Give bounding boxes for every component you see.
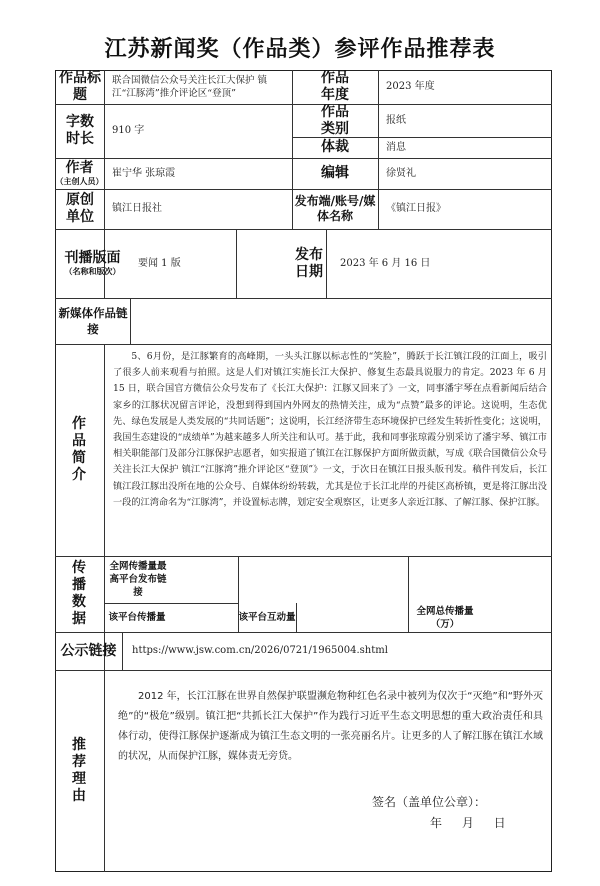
label-platform-spread: 该平台传播量 bbox=[108, 612, 166, 623]
col-divider bbox=[408, 556, 409, 632]
label-new-media-link: 新媒体作品链接 bbox=[58, 306, 128, 336]
value-all-net-link[interactable] bbox=[238, 556, 408, 603]
label-word-count: 字数时长 bbox=[66, 114, 94, 147]
value-reason: 2012 年，长江江豚在世界自然保护联盟濒危物种红色名录中被列为仅次于“灭绝”和“野外灭绝”的“极危”级别。镇江把“共抓长江大保护”作为践行习近平生态文明思想的重大政治责任和具体行动，使得江豚保护逐渐成为镇江生态文明的一张亮丽名片。让更多的人了解江豚在镇江水域的状况，从而保护江豚，媒体责无旁贷。 bbox=[118, 691, 543, 762]
value-year: 2023 年度 bbox=[386, 81, 435, 92]
label-reason: 推荐理由 bbox=[72, 737, 86, 804]
label-public-link: 公示链接 bbox=[60, 642, 117, 659]
label-author-main: 作者 bbox=[65, 160, 94, 176]
col-divider bbox=[122, 632, 123, 670]
label-spread: 传播数据 bbox=[72, 560, 86, 627]
label-author bbox=[55, 158, 104, 189]
value-new-media-link[interactable] bbox=[130, 298, 552, 344]
label-page-main: 刊播版面 bbox=[64, 250, 121, 266]
label-author-note: （主创人员） bbox=[55, 177, 104, 186]
label-origin-unit: 原创单位 bbox=[66, 192, 94, 225]
label-year: 作品年度 bbox=[321, 70, 349, 103]
label-intro: 作品简介 bbox=[72, 416, 86, 483]
value-category: 报纸 bbox=[386, 114, 406, 126]
col-divider bbox=[326, 229, 327, 298]
col-divider bbox=[236, 229, 237, 298]
label-page bbox=[55, 229, 130, 298]
label-platform-interaction: 该平台互动量 bbox=[238, 612, 296, 623]
label-genre: 体裁 bbox=[321, 139, 349, 155]
page-title: 江苏新闻奖（作品类）参评作品推荐表 bbox=[104, 37, 496, 62]
value-platform-spread bbox=[170, 603, 238, 632]
label-publisher: 发布端/账号/媒体名称 bbox=[294, 194, 376, 223]
label-publish-date: 发布日期 bbox=[295, 246, 323, 280]
label-total-spread: 全网总传播量（万） bbox=[416, 605, 474, 630]
date-line: 年 月 日 bbox=[430, 816, 506, 830]
value-origin-unit: 镇江日报社 bbox=[112, 203, 162, 214]
label-category: 作品类别 bbox=[321, 104, 349, 137]
value-intro: 5、6月份，是江豚繁育的高峰期，一头头江豚以标志性的“笑脸”，腾跃于长江镇江段的江面上，吸引了很多人前来观看与拍照。这是人们对镇江实施长江大保护、修复生态最具说服力的肯定。2023 年 6 月 15 日，联合国官方微信公众号发布了《长江大保护：江豚又回来了》一文，同事潘宇琴在点看新闻后结合家乡的江豚状况留言评论，没想到得到国内外网友的热情关注，成为“点赞”最多的评论。这说明，生态优先、绿色发展是人类发展的“共同话题”；这说明，长江经济带生态环境保护已经发生转折性变化；这说明，我国生态建设的“成绩单”为越来越多人所关注和认可。基于此，我和同事张琼霞分别采访了潘宇琴、镇江市相关职能部门及部分江豚保护志愿者，如实报道了镇江在江豚保护方面所做贡献，写成《联合国微信公众号关注长江大保护 镇江“江豚湾”推介评论区“登顶”》一文，于次日在镇江日报头版刊发。稿件刊发后，长江镇江段江豚出没所在地的公众号、自媒体纷纷转载，尤其是位于长江北岸的丹徒区高桥镇，更是将江豚出没一段的江湾命名为“江豚湾”，并设置标志牌，划定安全观察区，让更多人亲近江豚、了解江豚、保护江豚。 bbox=[113, 351, 547, 508]
row-divider bbox=[55, 344, 552, 345]
value-genre: 消息 bbox=[386, 141, 406, 153]
value-author: 崔宁华 张琼霞 bbox=[112, 167, 176, 179]
value-editor: 徐贤礼 bbox=[386, 167, 416, 179]
label-editor: 编辑 bbox=[321, 165, 349, 181]
value-work-title: 联合国微信公众号关注长江大保护 镇江“江豚湾”推介评论区“登顶” bbox=[112, 75, 268, 99]
value-total-spread bbox=[480, 603, 552, 632]
value-publisher: 《镇江日报》 bbox=[386, 203, 446, 214]
label-page-note: （名称和版次） bbox=[64, 267, 121, 276]
signature-line: 签名（盖单位公章）： bbox=[372, 795, 487, 809]
label-work-title: 作品标题 bbox=[59, 70, 101, 103]
value-public-link[interactable]: https://www.jsw.com.cn/2026/0721/1965004.shtml bbox=[132, 645, 388, 656]
value-word-count: 910 字 bbox=[112, 125, 145, 136]
value-page: 要闻 1 版 bbox=[138, 257, 181, 269]
label-all-net-link: 全网传播量最高平台发布链接 bbox=[109, 561, 167, 598]
value-publish-date: 2023 年 6 月 16 日 bbox=[340, 257, 431, 269]
row-divider bbox=[55, 670, 552, 671]
value-platform-interaction bbox=[296, 603, 408, 632]
